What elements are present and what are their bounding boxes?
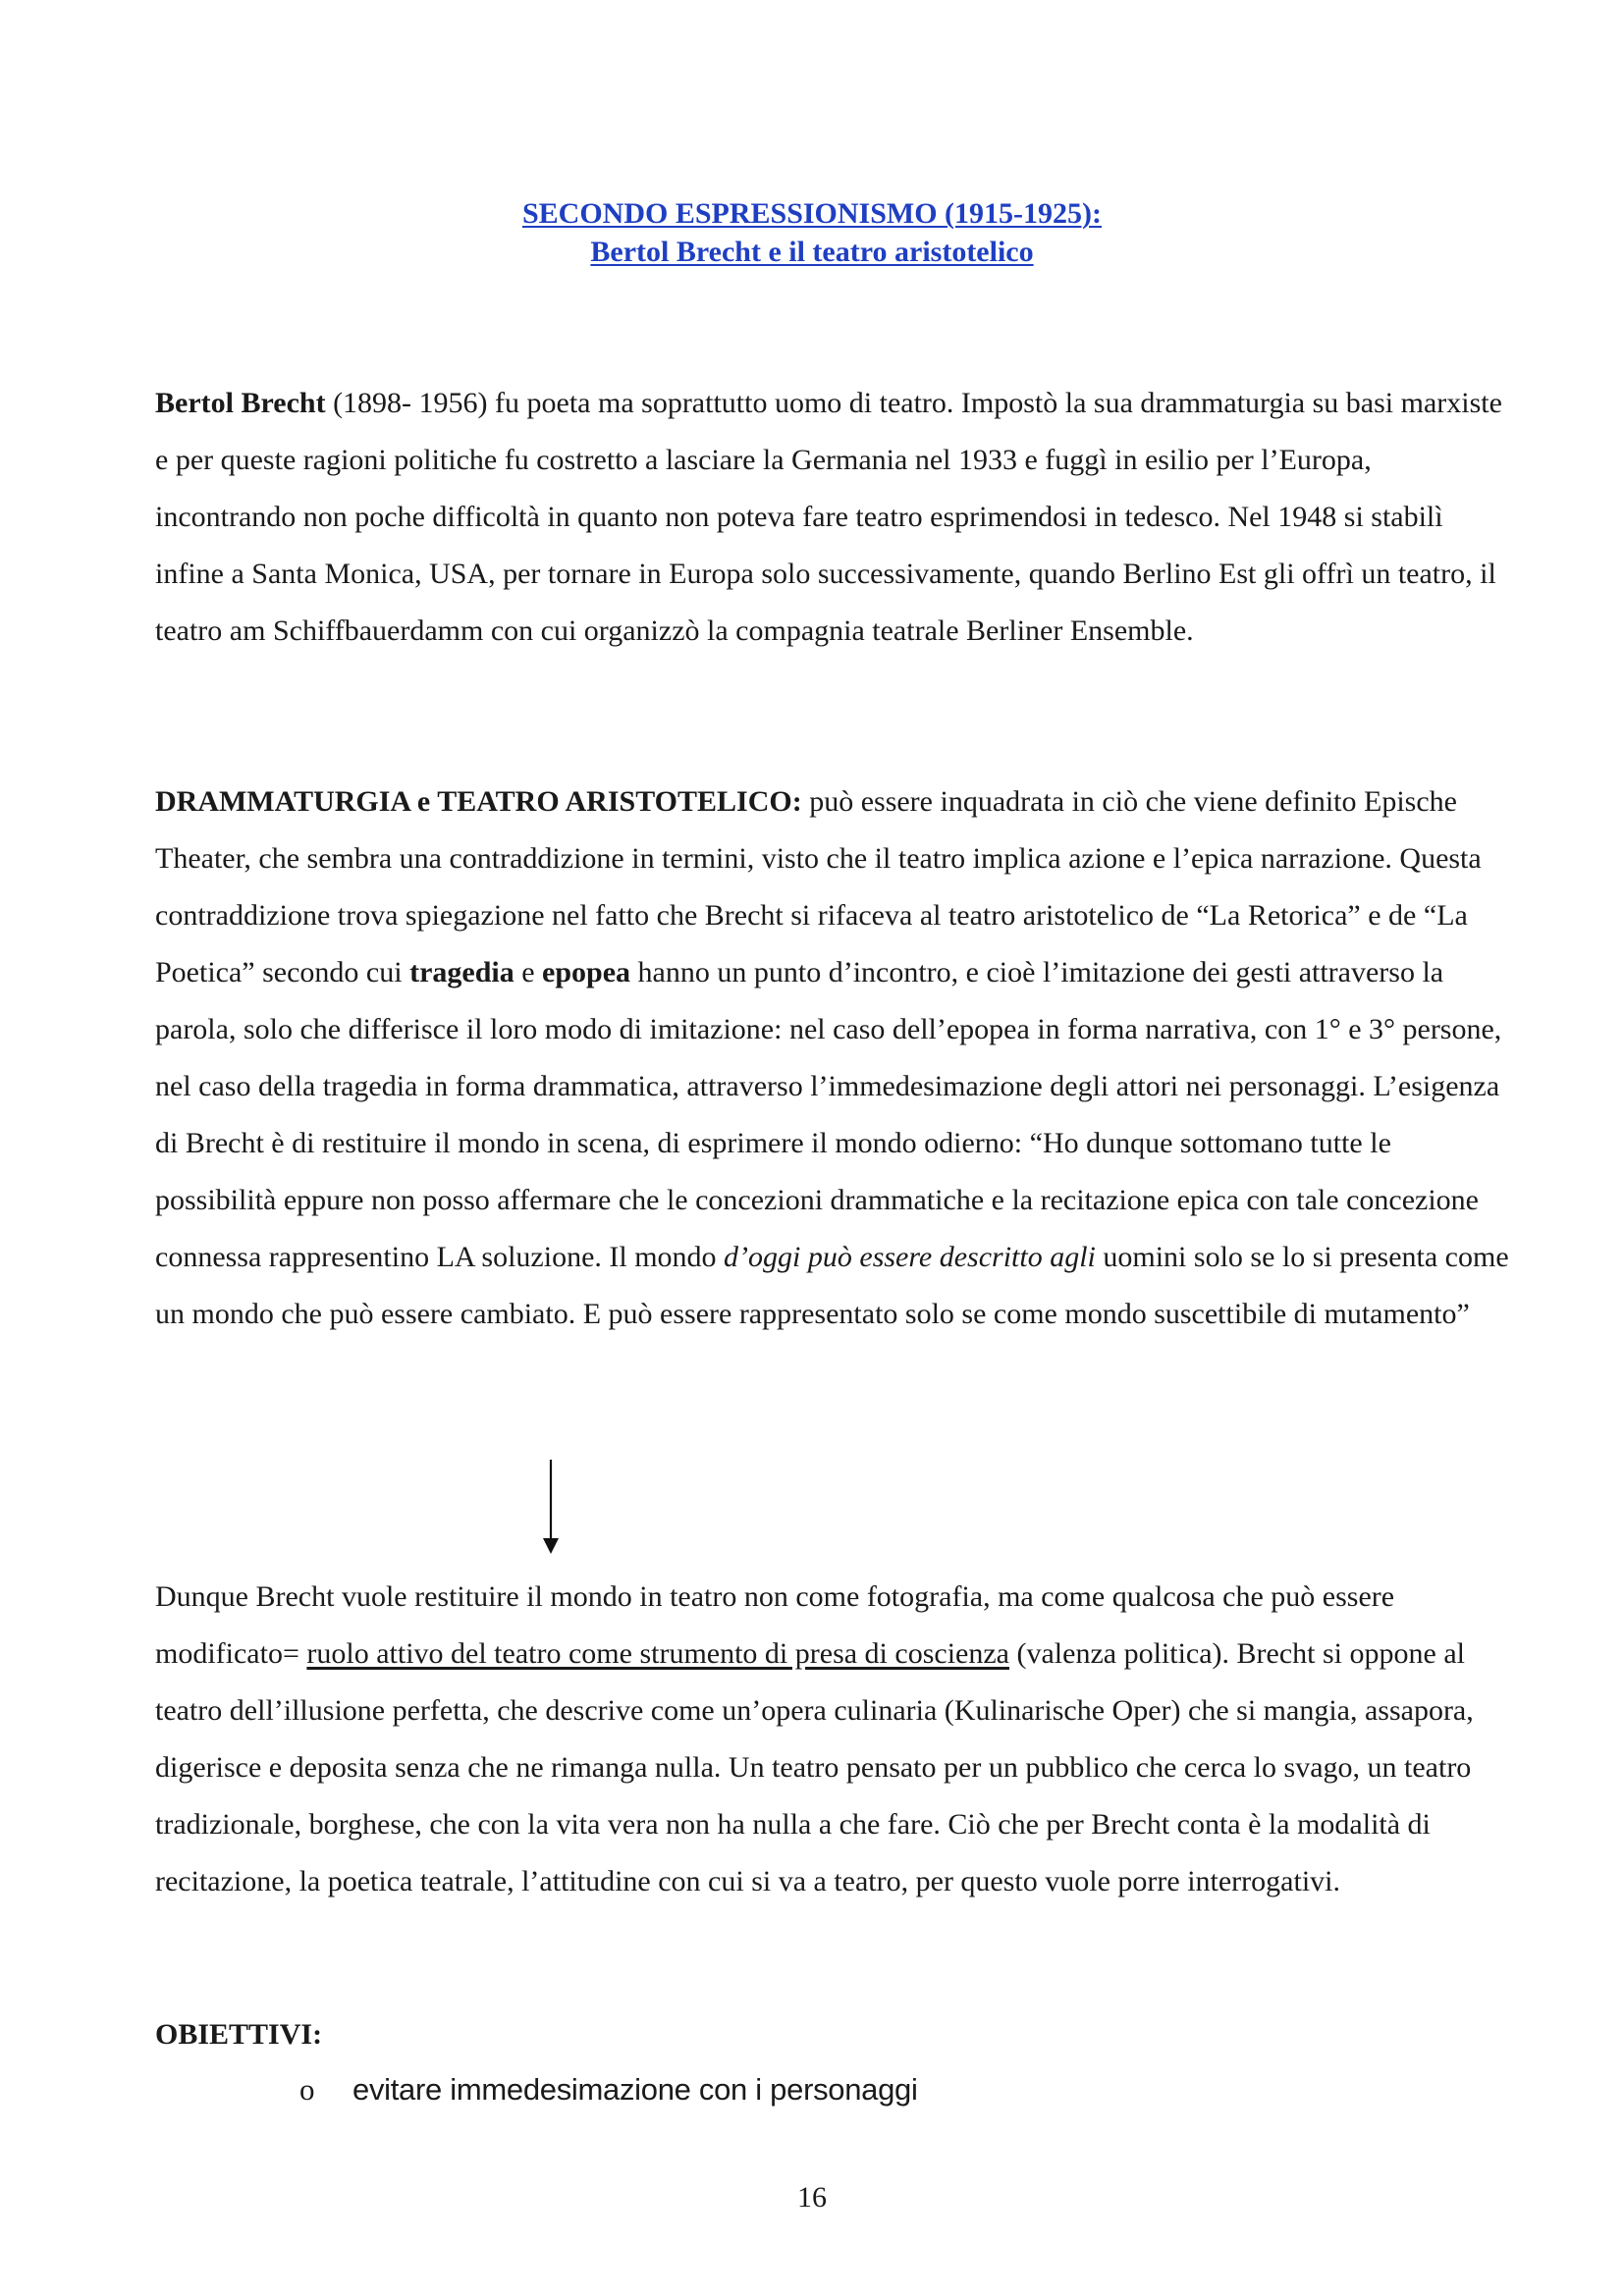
list-item-text: evitare immedesimazione con i personaggi xyxy=(352,2072,918,2107)
bullet-marker: o xyxy=(299,2072,315,2107)
list-item xyxy=(299,2070,918,2109)
intro-name: Bertol Brecht xyxy=(155,387,326,419)
intro-text: (1898- 1956) fu poeta ma soprattutto uomo di teatro. Impostò la sua drammaturgia su basi marxiste e per queste ragioni politiche fu costretto a lasciare la Germania nel 1933 e fuggì in esilio per l’Europa, incontrando non poche difficoltà in quanto non poteva fare teatro esprimendosi in tedesco. Nel 1948 si stabilì infine a Santa Monica, USA, per tornare in Europa solo successivamente, quando Berlino Est gli offrì un teatro, il teatro am Schiffbauerdamm con cui organizzò la compagnia teatrale Berliner Ensemble. xyxy=(155,387,1502,647)
drammaturgia-paragraph xyxy=(155,774,1510,1343)
intro-paragraph xyxy=(155,375,1510,660)
dunque-paragraph xyxy=(155,1569,1510,1910)
drammaturgia-label: DRAMMATURGIA e TEATRO ARISTOTELICO: xyxy=(155,785,802,818)
page-number: 16 xyxy=(797,2181,827,2214)
drammaturgia-text-b: e xyxy=(514,956,543,988)
drammaturgia-bold-tragedia: tragedia xyxy=(409,956,514,988)
drammaturgia-bold-epopea: epopea xyxy=(542,956,631,988)
title-line-1: SECONDO ESPRESSIONISMO (1915-1925): xyxy=(521,197,1103,230)
drammaturgia-text-c: hanno un punto d’incontro, e cioè l’imitazione dei gesti attraverso la parola, solo che differisce il loro modo di imitazione: nel caso dell’epopea in forma narrativa, con 1° e 3° persone, nel caso della tragedia in forma drammatica, attraverso l’immedesimazione degli attori nei personaggi. L’esigenza di Brecht è di restituire il mondo in scena, di esprimere il mondo odierno: “Ho dunque sottomano tutte le possibilità eppure non posso affermare che le concezioni drammatiche e la recitazione epica con tale concezione connessa rappresentino LA soluzione. Il mondo xyxy=(155,956,1502,1273)
dunque-text-a: Dunque Brecht vuole restituire il mondo in teatro non come fotografia, ma come qualcosa che può essere modificato= xyxy=(155,1580,1395,1670)
dunque-underlined: ruolo attivo del teatro come strumento di presa di coscienza xyxy=(306,1637,1009,1670)
down-arrow-icon xyxy=(539,1458,563,1556)
obiettivi-heading: OBIETTIVI: xyxy=(155,2018,323,2051)
dunque-text-b: (valenza politica). Brecht si oppone al teatro dell’illusione perfetta, che descrive come un’opera culinaria (Kulinarische Oper) che si mangia, assapora, digerisce e deposita senza che ne rimanga nulla. Un teatro pensato per un pubblico che cerca lo svago, un teatro tradizionale, borghese, che con la vita vera non ha nulla a che fare. Ciò che per Brecht conta è la modalità di recitazione, la poetica teatrale, l’attitudine con cui si va a teatro, per questo vuole porre interrogativi. xyxy=(155,1637,1474,1897)
title-line-2: Bertol Brecht e il teatro aristotelico xyxy=(590,236,1034,268)
drammaturgia-italic: d’oggi può essere descritto agli xyxy=(724,1241,1096,1273)
drammaturgia-text-d: uomini solo se lo si presenta come un mondo che può essere cambiato. E può essere rappresentato solo se come mondo suscettibile di mutamento” xyxy=(155,1241,1509,1330)
drammaturgia-text-a: può essere inquadrata in ciò che viene definito Epische Theater, che sembra una contraddizione in termini, visto che il teatro implica azione e l’epica narrazione. Questa contraddizione trova spiegazione nel fatto che Brecht si rifaceva al teatro aristotelico de “La Retorica” e de “La Poetica” secondo cui xyxy=(155,785,1482,988)
